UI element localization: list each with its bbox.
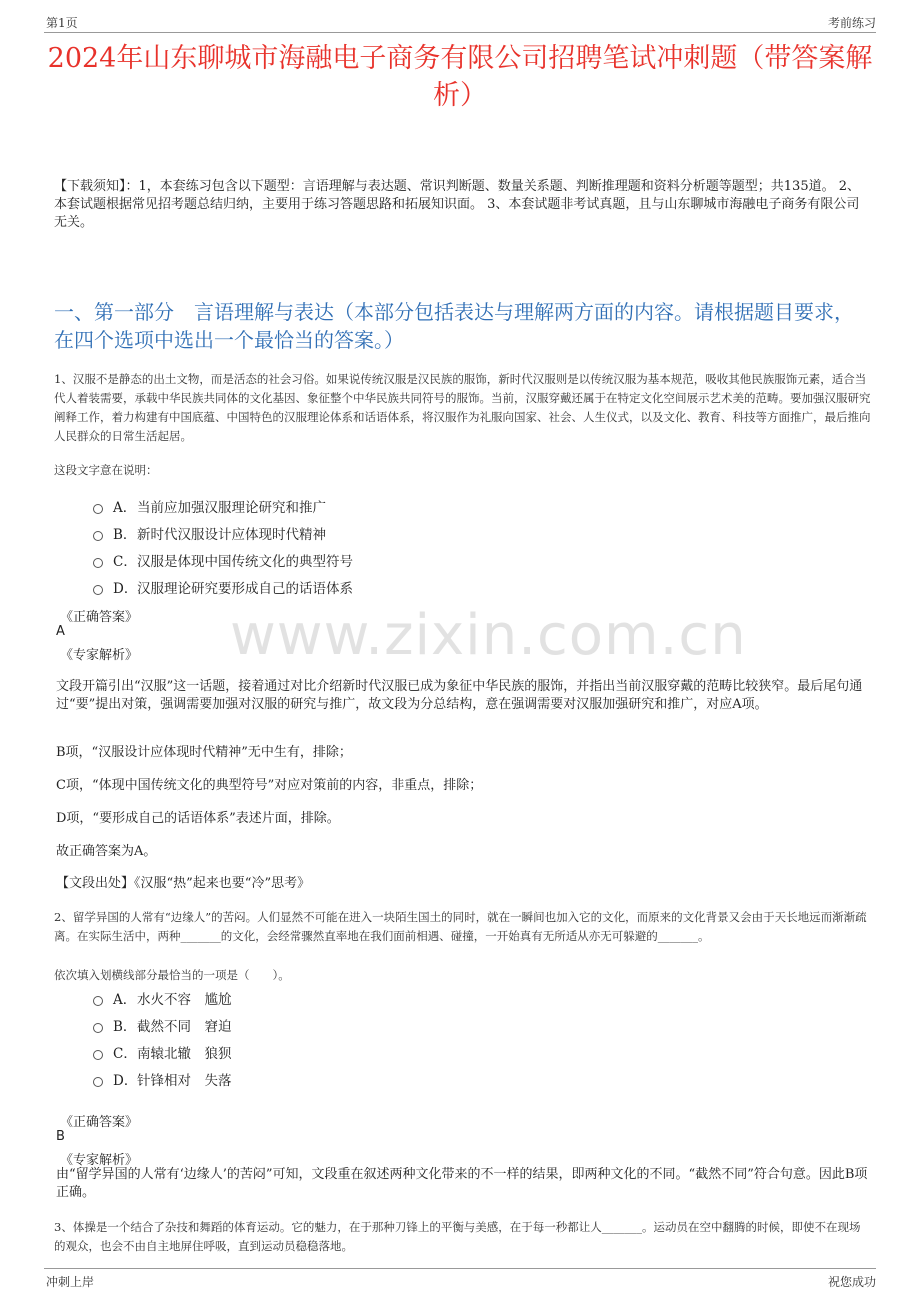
question-1-option-c[interactable]: C． 汉服是体现中国传统文化的典型符号: [93, 546, 353, 573]
question-1-analysis-c: C项，“体现中国传统文化的典型符号”对应对策前的内容，非重点，排除；: [56, 778, 483, 793]
question-2-option-d[interactable]: D． 针锋相对 失落: [93, 1065, 232, 1092]
question-2-answer-label: 《正确答案》: [60, 1115, 139, 1130]
radio-icon[interactable]: [93, 1023, 103, 1033]
question-1-option-b[interactable]: B． 新时代汉服设计应体现时代精神: [93, 519, 353, 546]
question-2-prompt: 依次填入划横线部分最恰当的一项是（ ）。: [54, 968, 290, 982]
radio-icon[interactable]: [93, 1050, 103, 1060]
footer-left: 冲刺上岸: [46, 1275, 95, 1289]
download-notice: 【下载须知】：1，本套练习包含以下题型：言语理解与表达题、常识判断题、数量关系题、判断推理题和资料分析题等题型；共135道。 2、本套试题根据常见招考题总结归纳，主要用于练习答题思路和拓展知识面。 3、本套试题非考试真题，且与山东聊城市海融电子商务有限公司无关。: [54, 179, 860, 230]
question-2-analysis-label: 《专家解析》: [60, 1153, 139, 1168]
radio-icon[interactable]: [93, 504, 103, 514]
header-tag: 考前练习: [827, 16, 876, 30]
page-number: 第1页: [46, 16, 78, 30]
radio-icon[interactable]: [93, 996, 103, 1006]
question-2-option-c[interactable]: C． 南辕北辙 狼狈: [93, 1038, 232, 1065]
footer-right: 祝您成功: [827, 1275, 876, 1289]
question-2-option-a[interactable]: A． 水火不容 尴尬: [93, 984, 232, 1011]
radio-icon[interactable]: [93, 585, 103, 595]
question-3-stem: 3、体操是一个结合了杂技和舞蹈的体育运动。它的魅力，在于那种刀锋上的平衡与美感，在于每一秒都让人_______。运动员在空中翻腾的时候，即使不在现场的观众，也会不由自主地屏住呼吸，直到运动员稳稳落地。: [54, 1220, 861, 1253]
question-1-option-a[interactable]: A． 当前应加强汉服理论研究和推广: [93, 492, 353, 519]
question-1-analysis-b: B项，“汉服设计应体现时代精神”无中生有，排除；: [56, 745, 352, 760]
question-1-source: 【文段出处】《汉服“热”起来也要“冷”思考》: [56, 876, 311, 891]
header-rule: [44, 32, 876, 33]
radio-icon[interactable]: [93, 531, 103, 541]
section-heading: 一、第一部分 言语理解与表达（本部分包括表达与理解两方面的内容。请根据题目要求，在四个选项中选出一个最恰当的答案。）: [54, 300, 854, 352]
footer-rule: [44, 1268, 876, 1269]
question-2-options: [93, 984, 232, 1092]
question-1-prompt: 这段文字意在说明：: [54, 463, 158, 477]
question-2-stem: 2、留学异国的人常有“边缘人”的苦闷。人们显然不可能在进入一块陌生国土的同时，就在一瞬间也加入它的文化，而原来的文化背景又会由于天长地远而渐渐疏离。在实际生活中，两种_______的文化，会经常骤然直率地在我们面前相遇、碰撞，一开始真有无所适从亦无可躲避的_______。: [54, 910, 867, 943]
question-2-analysis: 由“留学异国的人常有‘边缘人’的苦闷”可知，文段重在叙述两种文化带来的不一样的结果，即两种文化的不同。“截然不同”符合句意。因此B项正确。: [56, 1167, 868, 1200]
page-title: 2024年山东聊城市海融电子商务有限公司招聘笔试冲刺题（带答案解析）: [47, 43, 873, 111]
question-1-answer: A: [56, 624, 65, 639]
question-1-option-d[interactable]: D． 汉服理论研究要形成自己的话语体系: [93, 573, 353, 600]
question-1-conclusion: 故正确答案为A。: [56, 844, 157, 859]
radio-icon[interactable]: [93, 558, 103, 568]
question-1-stem: 1、汉服不是静态的出土文物，而是活态的社会习俗。如果说传统汉服是汉民族的服饰，新时代汉服则是以传统汉服为基本规范，吸收其他民族服饰元素，适合当代人着装需要，承载中华民族共同体的文化基因、象征整个中华民族共同符号的服饰。当前，汉服穿戴还属于在特定文化空间展示艺术美的范畴。要加强汉服研究阐释工作，着力构建有中国底蕴、中国特色的汉服理论体系和话语体系，将汉服作为礼服向国家、社会、人生仪式，以及文化、教育、科技等方面推广，最后推向人民群众的日常生活起居。: [54, 372, 871, 443]
question-1-analysis-d: D项，“要形成自己的话语体系”表述片面，排除。: [56, 811, 340, 826]
question-1-analysis-label: 《专家解析》: [60, 648, 139, 663]
question-1-answer-label: 《正确答案》: [60, 610, 139, 625]
radio-icon[interactable]: [93, 1077, 103, 1087]
question-2-answer: B: [56, 1129, 65, 1144]
question-1-analysis-main: 文段开篇引出“汉服”这一话题，接着通过对比介绍新时代汉服已成为象征中华民族的服饰，并指出当前汉服穿戴的范畴比较狭窄。最后尾句通过“要”提出对策，强调需要加强对汉服的研究与推广，故文段为分总结构，意在强调需要对汉服加强研究和推广，对应A项。: [56, 679, 863, 712]
question-1-options: [93, 492, 353, 600]
watermark: www.zixin.com.cn: [230, 603, 747, 668]
question-2-option-b[interactable]: B． 截然不同 窘迫: [93, 1011, 232, 1038]
